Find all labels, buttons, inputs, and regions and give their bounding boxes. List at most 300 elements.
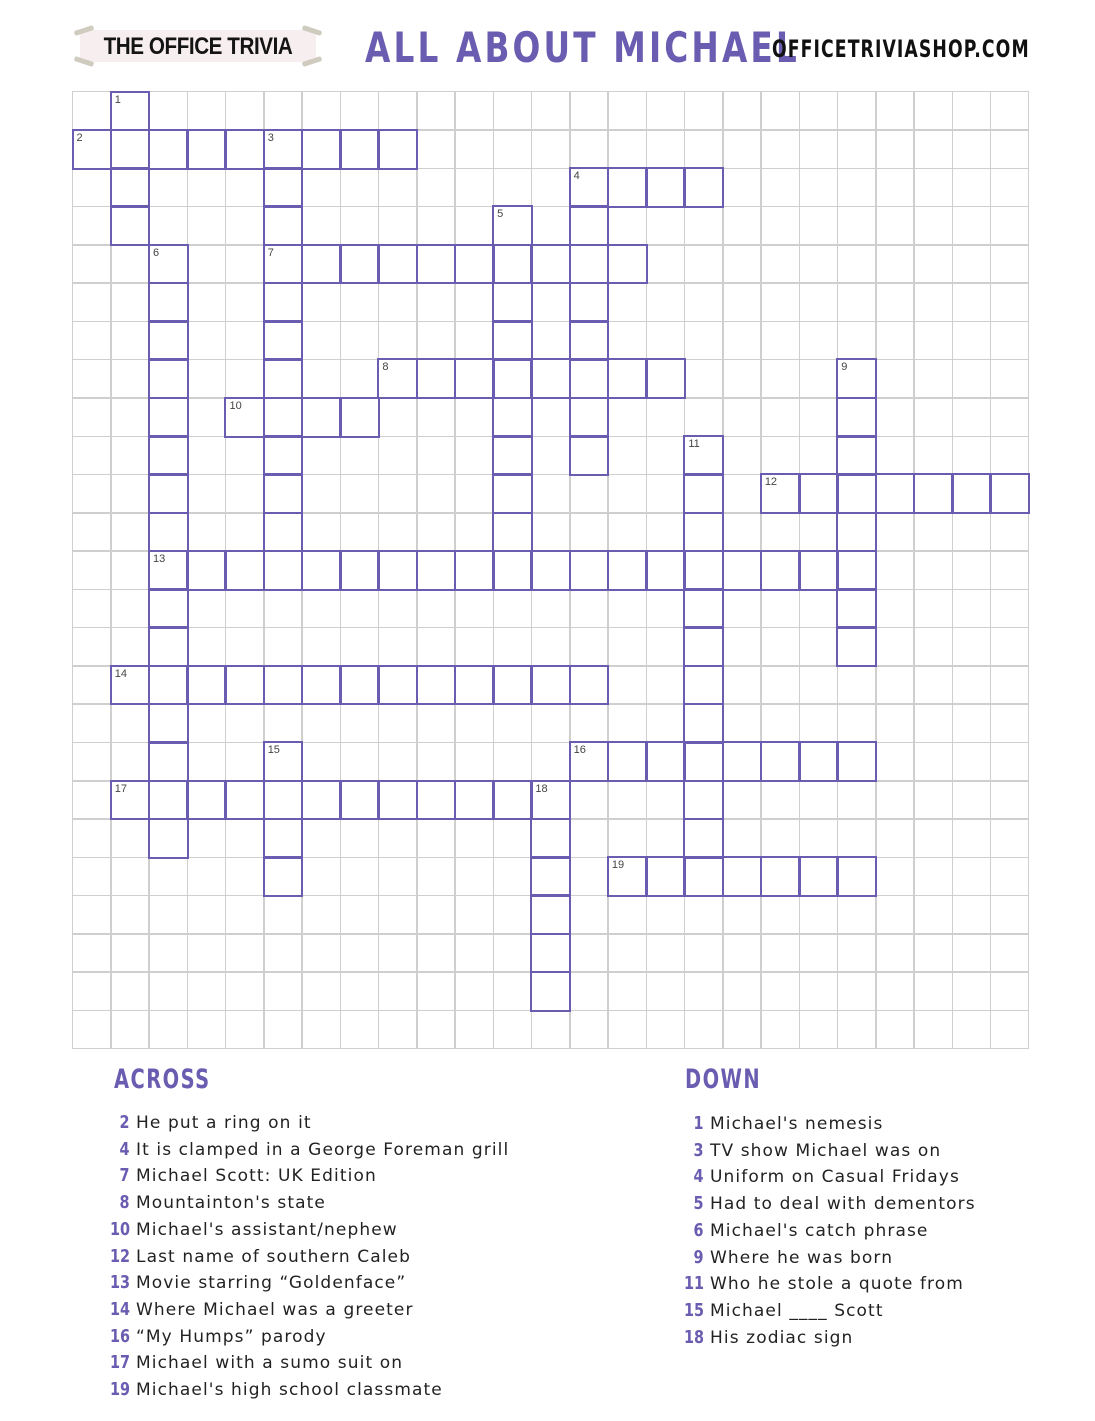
grid-cell — [569, 818, 609, 858]
answer-cell[interactable] — [416, 780, 457, 821]
answer-cell[interactable] — [377, 780, 418, 821]
answer-cell[interactable] — [683, 588, 724, 629]
answer-cell[interactable] — [760, 550, 801, 591]
grid-cell — [913, 857, 953, 897]
grid-cell — [913, 742, 953, 782]
answer-cell[interactable] — [492, 244, 533, 285]
answer-cell[interactable] — [301, 665, 342, 706]
grid-cell — [454, 321, 494, 361]
answer-cell[interactable] — [148, 435, 189, 476]
grid-cell — [187, 933, 227, 973]
grid-cell — [990, 895, 1030, 935]
answer-cell[interactable] — [530, 818, 571, 859]
grid-cell — [148, 933, 188, 973]
answer-cell[interactable] — [72, 129, 113, 170]
grid-cell — [225, 933, 265, 973]
answer-cell[interactable] — [492, 358, 533, 399]
grid-cell — [531, 589, 571, 629]
answer-cell[interactable] — [148, 665, 189, 706]
answer-cell[interactable] — [798, 473, 839, 514]
answer-cell[interactable] — [263, 129, 304, 170]
answer-cell[interactable] — [339, 550, 380, 591]
answer-cell[interactable] — [989, 473, 1030, 514]
answer-cell[interactable] — [683, 818, 724, 859]
grid-cell — [799, 971, 839, 1011]
grid-cell — [722, 474, 762, 514]
grid-cell — [110, 512, 150, 552]
answer-cell[interactable] — [148, 282, 189, 323]
answer-cell[interactable] — [416, 358, 457, 399]
answer-cell[interactable] — [263, 320, 304, 361]
answer-cell[interactable] — [798, 550, 839, 591]
grid-cell — [646, 818, 686, 858]
answer-cell[interactable] — [224, 397, 265, 438]
grid-cell — [340, 321, 380, 361]
clue-number: 7 — [267, 246, 274, 259]
answer-cell[interactable] — [760, 741, 801, 782]
answer-cell[interactable] — [951, 473, 992, 514]
answer-cell[interactable] — [836, 856, 877, 897]
grid-cell — [263, 1010, 303, 1050]
grid-cell — [722, 512, 762, 552]
grid-cell — [607, 512, 647, 552]
answer-cell[interactable] — [760, 473, 801, 514]
answer-cell[interactable] — [875, 473, 916, 514]
grid-cell — [340, 206, 380, 246]
clue-number: 1 — [114, 93, 121, 106]
answer-cell[interactable] — [683, 665, 724, 706]
answer-cell[interactable] — [110, 129, 151, 170]
answer-cell[interactable] — [913, 473, 954, 514]
grid-cell — [760, 933, 800, 973]
grid-cell — [531, 474, 571, 514]
grid-cell — [416, 321, 456, 361]
answer-cell[interactable] — [148, 818, 189, 859]
answer-cell[interactable] — [148, 703, 189, 744]
across-clue-19 — [104, 1377, 524, 1403]
answer-cell[interactable] — [530, 856, 571, 897]
clue-number: 14 — [114, 667, 127, 680]
grid-cell — [722, 129, 762, 169]
grid-cell — [722, 818, 762, 858]
answer-cell[interactable] — [836, 550, 877, 591]
grid-cell — [378, 206, 418, 246]
grid-cell — [760, 971, 800, 1011]
answer-cell[interactable] — [454, 665, 495, 706]
grid-cell — [187, 703, 227, 743]
grid-cell — [454, 436, 494, 476]
answer-cell[interactable] — [607, 741, 648, 782]
grid-cell — [607, 780, 647, 820]
grid-cell — [493, 818, 533, 858]
grid-cell — [569, 589, 609, 629]
grid-cell — [684, 91, 724, 131]
grid-cell — [607, 1010, 647, 1050]
grid-cell — [187, 244, 227, 284]
answer-cell[interactable] — [492, 397, 533, 438]
answer-cell[interactable] — [798, 856, 839, 897]
grid-cell — [301, 206, 341, 246]
grid-cell — [760, 665, 800, 705]
answer-cell[interactable] — [683, 626, 724, 667]
answer-cell[interactable] — [760, 856, 801, 897]
grid-cell — [531, 742, 571, 782]
answer-cell[interactable] — [607, 358, 648, 399]
answer-cell[interactable] — [683, 550, 724, 591]
grid-cell — [722, 91, 762, 131]
grid-cell — [454, 971, 494, 1011]
answer-cell[interactable] — [607, 244, 648, 285]
grid-cell — [952, 742, 992, 782]
answer-cell[interactable] — [148, 244, 189, 285]
grid-cell — [722, 359, 762, 399]
grid-cell — [416, 282, 456, 322]
answer-cell[interactable] — [492, 665, 533, 706]
grid-cell — [799, 436, 839, 476]
answer-cell[interactable] — [569, 320, 610, 361]
answer-cell[interactable] — [263, 818, 304, 859]
clue-number: 16 — [573, 744, 586, 757]
down-clue-18 — [678, 1325, 1095, 1351]
grid-cell — [646, 436, 686, 476]
answer-cell[interactable] — [530, 550, 571, 591]
grid-cell — [760, 512, 800, 552]
grid-cell — [225, 244, 265, 284]
grid-cell — [531, 397, 571, 437]
answer-cell[interactable] — [263, 512, 304, 553]
answer-cell[interactable] — [836, 435, 877, 476]
grid-cell — [913, 321, 953, 361]
grid-cell — [301, 436, 341, 476]
answer-cell[interactable] — [683, 473, 724, 514]
answer-cell[interactable] — [569, 550, 610, 591]
grid-cell — [301, 474, 341, 514]
grid-cell — [493, 129, 533, 169]
grid-cell — [378, 474, 418, 514]
answer-cell[interactable] — [110, 205, 151, 246]
grid-cell — [416, 474, 456, 514]
answer-cell[interactable] — [530, 244, 571, 285]
grid-cell — [416, 742, 456, 782]
answer-cell[interactable] — [110, 91, 151, 132]
grid-cell — [416, 857, 456, 897]
answer-cell[interactable] — [492, 780, 533, 821]
answer-cell[interactable] — [148, 512, 189, 553]
answer-cell[interactable] — [492, 473, 533, 514]
grid-cell — [72, 895, 112, 935]
answer-cell[interactable] — [263, 167, 304, 208]
answer-cell[interactable] — [110, 167, 151, 208]
grid-cell — [301, 857, 341, 897]
grid-cell — [454, 129, 494, 169]
grid-cell — [607, 971, 647, 1011]
grid-cell — [760, 168, 800, 208]
answer-cell[interactable] — [377, 129, 418, 170]
answer-cell[interactable] — [569, 435, 610, 476]
answer-cell[interactable] — [186, 550, 227, 591]
answer-cell[interactable] — [148, 588, 189, 629]
answer-cell[interactable] — [530, 933, 571, 974]
grid-cell — [722, 397, 762, 437]
grid-cell — [913, 971, 953, 1011]
grid-cell — [72, 933, 112, 973]
answer-cell[interactable] — [454, 780, 495, 821]
answer-cell[interactable] — [224, 550, 265, 591]
answer-cell[interactable] — [569, 167, 610, 208]
answer-cell[interactable] — [148, 741, 189, 782]
grid-cell — [301, 1010, 341, 1050]
answer-cell[interactable] — [148, 358, 189, 399]
answer-cell[interactable] — [148, 626, 189, 667]
answer-cell[interactable] — [301, 129, 342, 170]
answer-cell[interactable] — [224, 665, 265, 706]
answer-cell[interactable] — [186, 129, 227, 170]
grid-cell — [110, 589, 150, 629]
grid-cell — [340, 971, 380, 1011]
answer-cell[interactable] — [110, 665, 151, 706]
answer-cell[interactable] — [148, 129, 189, 170]
answer-cell[interactable] — [492, 205, 533, 246]
answer-cell[interactable] — [148, 473, 189, 514]
answer-cell[interactable] — [530, 780, 571, 821]
answer-cell[interactable] — [263, 205, 304, 246]
answer-cell[interactable] — [683, 167, 724, 208]
answer-cell[interactable] — [607, 856, 648, 897]
answer-cell[interactable] — [339, 129, 380, 170]
answer-cell[interactable] — [645, 856, 686, 897]
answer-cell[interactable] — [186, 780, 227, 821]
grid-cell — [607, 895, 647, 935]
clue-text: Michael Scott: UK Edition — [136, 1166, 377, 1187]
grid-cell — [837, 818, 877, 858]
answer-cell[interactable] — [148, 320, 189, 361]
grid-cell — [225, 742, 265, 782]
grid-cell — [531, 282, 571, 322]
grid-cell — [990, 818, 1030, 858]
answer-cell[interactable] — [416, 550, 457, 591]
answer-cell[interactable] — [301, 397, 342, 438]
grid-cell — [72, 1010, 112, 1050]
answer-cell[interactable] — [148, 550, 189, 591]
grid-cell — [225, 512, 265, 552]
answer-cell[interactable] — [569, 397, 610, 438]
grid-cell — [263, 933, 303, 973]
answer-cell[interactable] — [683, 856, 724, 897]
answer-cell[interactable] — [416, 665, 457, 706]
grid-cell — [875, 321, 915, 361]
clue-number: 9 — [693, 1246, 704, 1268]
answer-cell[interactable] — [224, 129, 265, 170]
answer-cell[interactable] — [530, 358, 571, 399]
answer-cell[interactable] — [798, 741, 839, 782]
grid-cell — [913, 1010, 953, 1050]
answer-cell[interactable] — [722, 550, 763, 591]
clue-text: Last name of southern Caleb — [136, 1246, 411, 1267]
answer-cell[interactable] — [836, 512, 877, 553]
answer-cell[interactable] — [645, 167, 686, 208]
grid-cell — [531, 129, 571, 169]
grid-cell — [531, 512, 571, 552]
answer-cell[interactable] — [607, 167, 648, 208]
answer-cell[interactable] — [339, 397, 380, 438]
grid-cell — [990, 397, 1030, 437]
grid-cell — [990, 627, 1030, 667]
grid-cell — [990, 91, 1030, 131]
answer-cell[interactable] — [569, 282, 610, 323]
answer-cell[interactable] — [377, 358, 418, 399]
answer-cell[interactable] — [722, 856, 763, 897]
grid-cell — [837, 206, 877, 246]
answer-cell[interactable] — [454, 550, 495, 591]
answer-cell[interactable] — [569, 244, 610, 285]
answer-cell[interactable] — [301, 244, 342, 285]
answer-cell[interactable] — [263, 550, 304, 591]
grid-cell — [952, 933, 992, 973]
answer-cell[interactable] — [836, 397, 877, 438]
grid-cell — [722, 780, 762, 820]
answer-cell[interactable] — [645, 550, 686, 591]
grid-cell — [454, 742, 494, 782]
answer-cell[interactable] — [454, 358, 495, 399]
clue-number: 17 — [114, 782, 127, 795]
clue-number: 11 — [688, 438, 700, 451]
grid-cell — [569, 1010, 609, 1050]
grid-cell — [684, 397, 724, 437]
grid-cell — [263, 627, 303, 667]
grid-cell — [378, 91, 418, 131]
answer-cell[interactable] — [263, 741, 304, 782]
grid-cell — [72, 665, 112, 705]
answer-cell[interactable] — [836, 473, 877, 514]
answer-cell[interactable] — [186, 665, 227, 706]
grid-cell — [646, 627, 686, 667]
answer-cell[interactable] — [416, 244, 457, 285]
answer-cell[interactable] — [492, 435, 533, 476]
grid-cell — [531, 436, 571, 476]
answer-cell[interactable] — [569, 205, 610, 246]
grid-cell — [225, 971, 265, 1011]
grid-cell — [952, 436, 992, 476]
grid-cell — [722, 206, 762, 246]
answer-cell[interactable] — [836, 741, 877, 782]
grid-cell — [569, 474, 609, 514]
answer-cell[interactable] — [301, 780, 342, 821]
answer-cell[interactable] — [683, 780, 724, 821]
grid-cell — [454, 206, 494, 246]
answer-cell[interactable] — [569, 665, 610, 706]
answer-cell[interactable] — [683, 512, 724, 553]
answer-cell[interactable] — [224, 780, 265, 821]
answer-cell[interactable] — [683, 435, 724, 476]
answer-cell[interactable] — [339, 665, 380, 706]
answer-cell[interactable] — [683, 703, 724, 744]
answer-cell[interactable] — [836, 358, 877, 399]
grid-cell — [799, 321, 839, 361]
grid-cell — [799, 168, 839, 208]
answer-cell[interactable] — [492, 550, 533, 591]
grid-cell — [607, 665, 647, 705]
grid-cell — [531, 1010, 571, 1050]
clue-number: 7 — [119, 1165, 130, 1187]
grid-cell — [569, 703, 609, 743]
answer-cell[interactable] — [492, 512, 533, 553]
grid-cell — [301, 282, 341, 322]
answer-cell[interactable] — [836, 588, 877, 629]
grid-cell — [454, 397, 494, 437]
answer-cell[interactable] — [263, 780, 304, 821]
answer-cell[interactable] — [377, 665, 418, 706]
answer-cell[interactable] — [607, 550, 648, 591]
answer-cell[interactable] — [530, 894, 571, 935]
answer-cell[interactable] — [569, 358, 610, 399]
grid-cell — [225, 895, 265, 935]
clue-number: 1 — [693, 1113, 704, 1134]
grid-cell — [607, 818, 647, 858]
grid-cell — [340, 895, 380, 935]
answer-cell[interactable] — [530, 971, 571, 1012]
answer-cell[interactable] — [263, 244, 304, 285]
answer-cell[interactable] — [263, 473, 304, 514]
answer-cell[interactable] — [683, 741, 724, 782]
grid-cell — [646, 474, 686, 514]
grid-cell — [760, 282, 800, 322]
site-url[interactable]: OFFICETRIVIASHOP.COM — [772, 35, 1030, 63]
answer-cell[interactable] — [339, 780, 380, 821]
answer-cell[interactable] — [836, 626, 877, 667]
answer-cell[interactable] — [263, 435, 304, 476]
answer-cell[interactable] — [301, 550, 342, 591]
answer-cell[interactable] — [339, 244, 380, 285]
across-clue-10 — [104, 1217, 524, 1243]
answer-cell[interactable] — [263, 358, 304, 399]
answer-cell[interactable] — [645, 741, 686, 782]
clue-number: 19 — [611, 859, 625, 872]
grid-cell — [875, 895, 915, 935]
grid-cell — [684, 895, 724, 935]
grid-cell — [340, 359, 380, 399]
grid-cell — [416, 1010, 456, 1050]
answer-cell[interactable] — [377, 550, 418, 591]
answer-cell[interactable] — [530, 665, 571, 706]
answer-cell[interactable] — [148, 397, 189, 438]
answer-cell[interactable] — [454, 244, 495, 285]
answer-cell[interactable] — [492, 282, 533, 323]
answer-cell[interactable] — [645, 358, 686, 399]
answer-cell[interactable] — [722, 741, 763, 782]
grid-cell — [110, 971, 150, 1011]
down-heading: DOWN — [685, 1064, 762, 1095]
grid-cell — [225, 168, 265, 208]
answer-cell[interactable] — [263, 856, 304, 897]
grid-cell — [799, 589, 839, 629]
answer-cell[interactable] — [569, 741, 610, 782]
answer-cell[interactable] — [492, 320, 533, 361]
grid-cell — [646, 129, 686, 169]
grid-cell — [646, 91, 686, 131]
grid-cell — [990, 857, 1030, 897]
answer-cell[interactable] — [377, 244, 418, 285]
answer-cell[interactable] — [263, 665, 304, 706]
grid-cell — [837, 1010, 877, 1050]
answer-cell[interactable] — [263, 397, 304, 438]
answer-cell[interactable] — [110, 780, 151, 821]
grid-cell — [837, 971, 877, 1011]
grid-cell — [110, 857, 150, 897]
answer-cell[interactable] — [148, 780, 189, 821]
grid-cell — [990, 359, 1030, 399]
answer-cell[interactable] — [263, 282, 304, 323]
grid-cell — [72, 474, 112, 514]
